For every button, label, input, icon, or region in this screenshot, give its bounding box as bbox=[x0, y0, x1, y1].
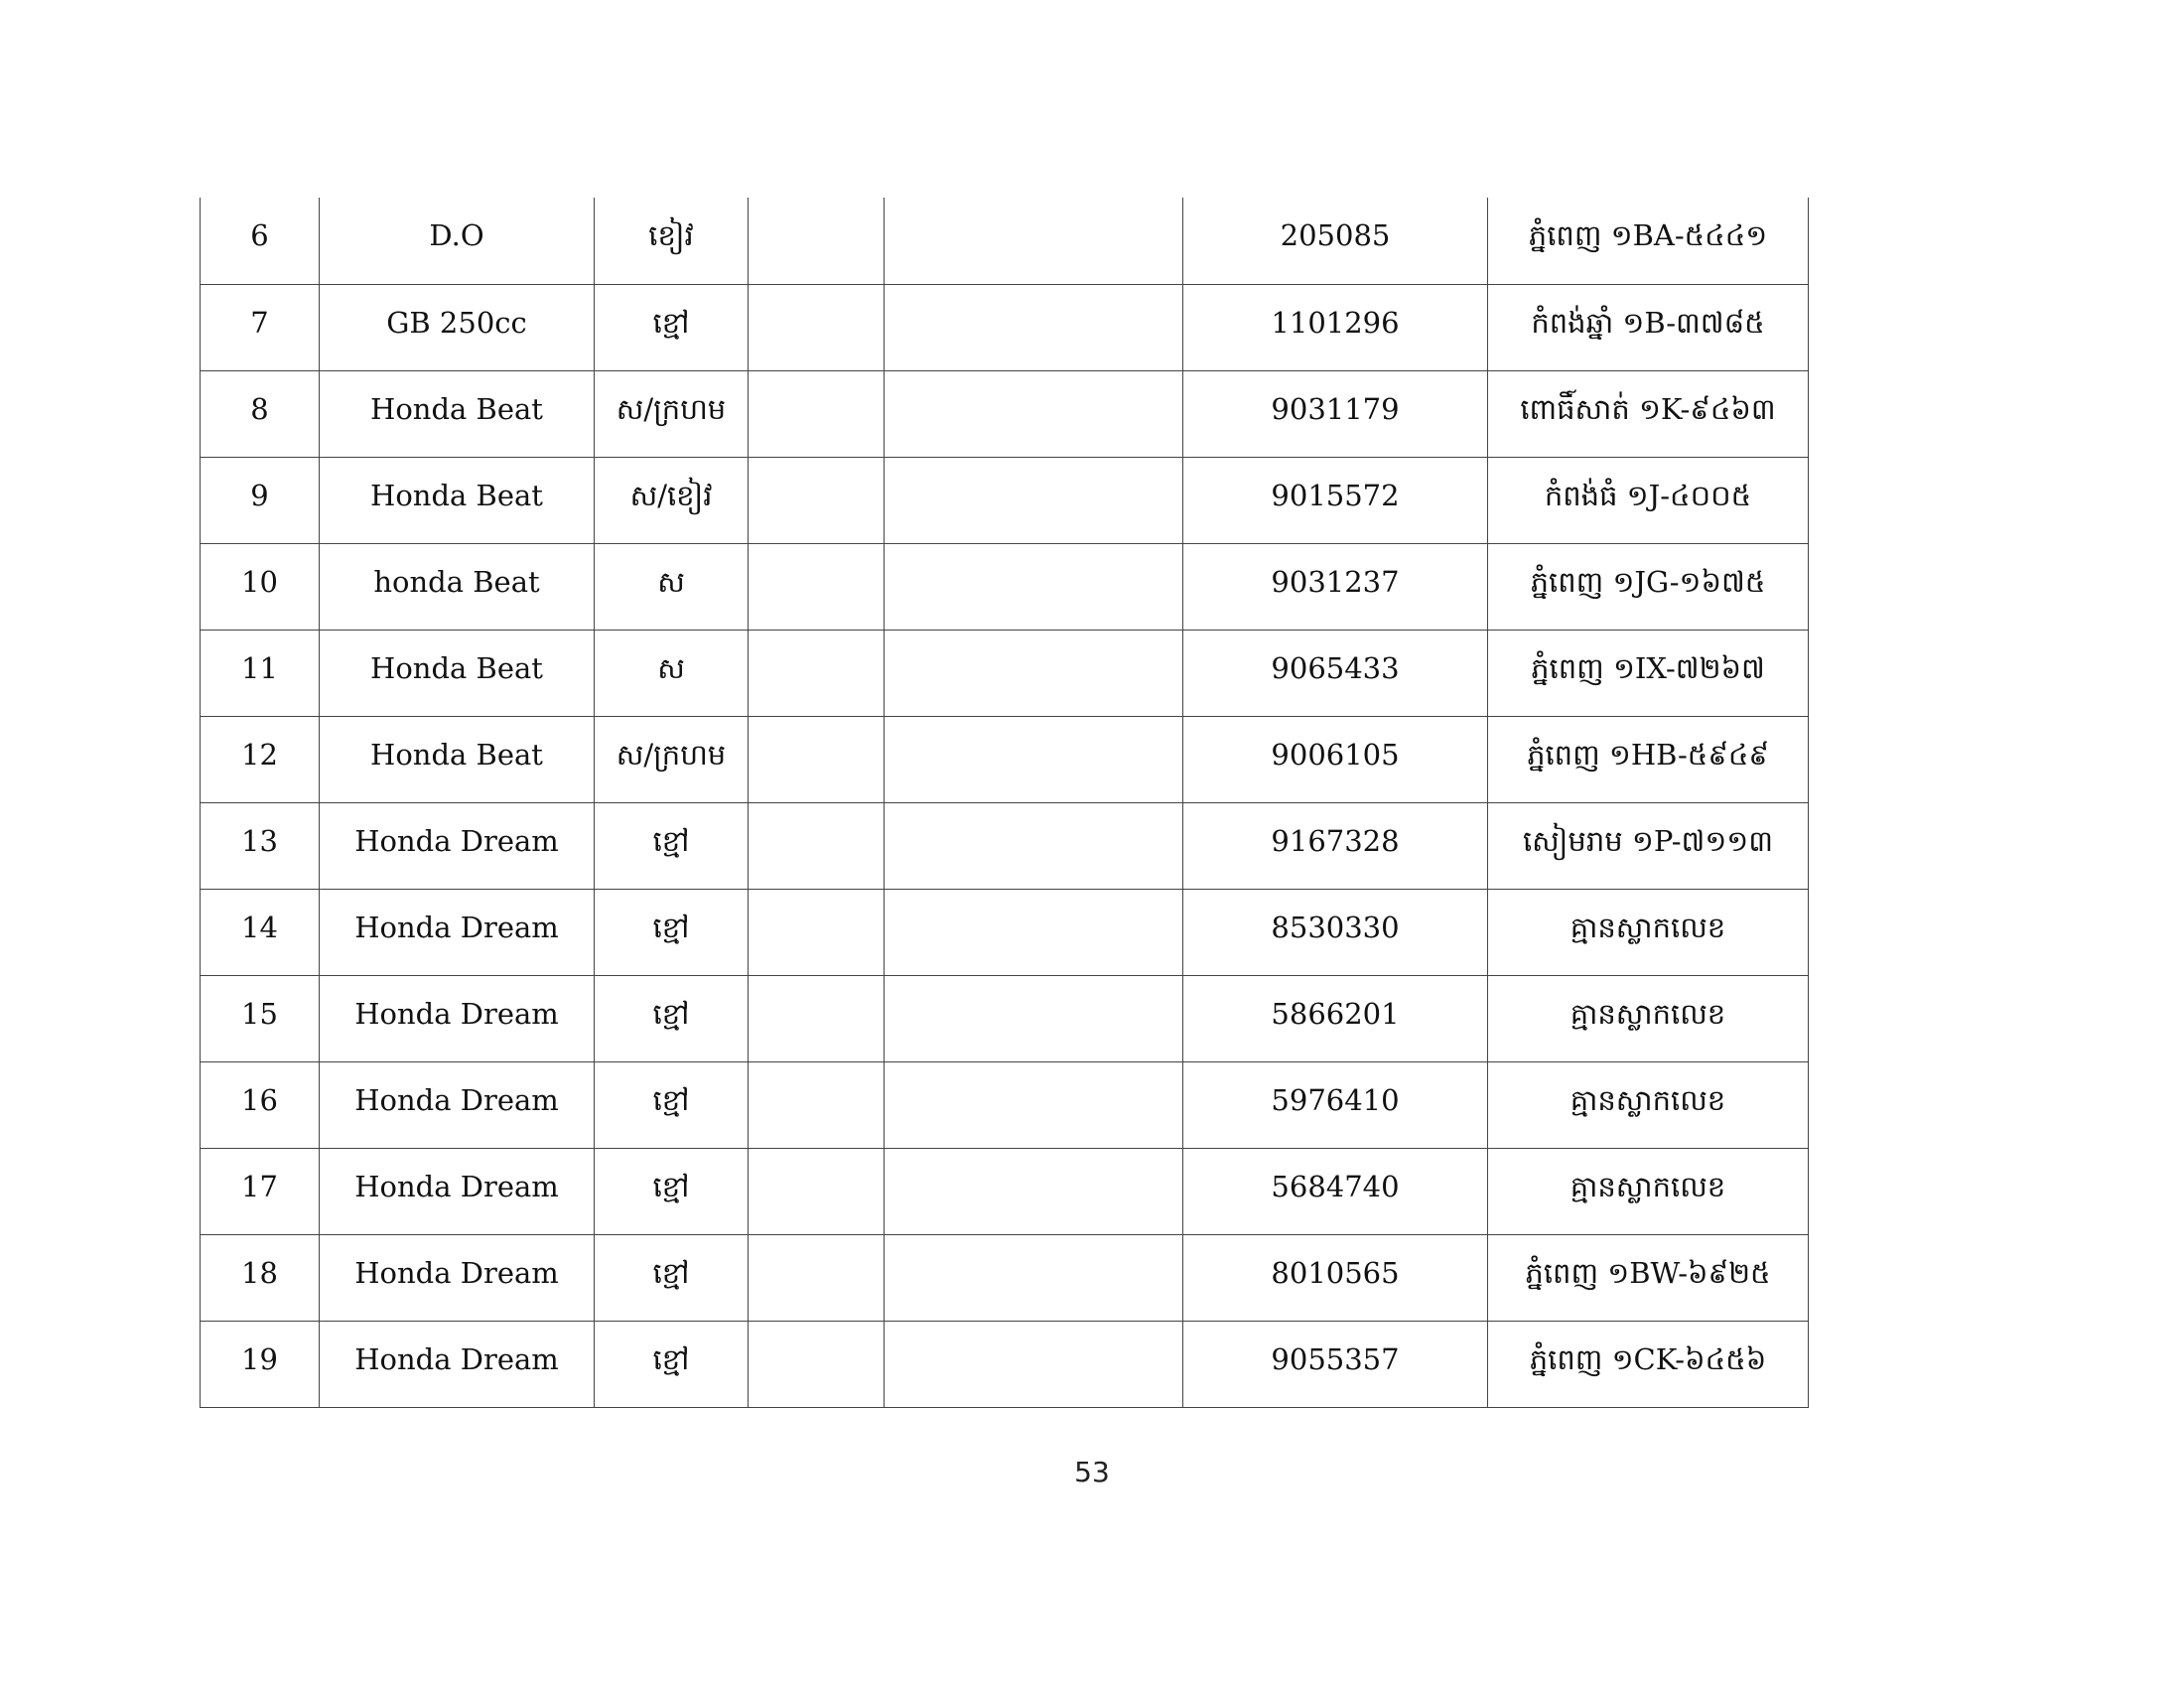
table-row bbox=[201, 1061, 1809, 1148]
plate-cell: ភ្នំពេញ ១BA-៥៤៤១ bbox=[1488, 198, 1809, 284]
number-cell: 9006105 bbox=[1183, 716, 1488, 802]
model-cell: Honda Dream bbox=[320, 1234, 595, 1321]
empty-cell-5 bbox=[885, 630, 1183, 716]
number-cell: 9065433 bbox=[1183, 630, 1488, 716]
row-number-cell: 9 bbox=[201, 457, 320, 543]
row-number-cell: 17 bbox=[201, 1148, 320, 1234]
number-cell: 8530330 bbox=[1183, 889, 1488, 975]
model-cell: Honda Dream bbox=[320, 1321, 595, 1407]
empty-cell-5 bbox=[885, 1148, 1183, 1234]
color-cell: ស/ក្រហម bbox=[595, 716, 749, 802]
empty-cell-5 bbox=[885, 716, 1183, 802]
number-cell: 8010565 bbox=[1183, 1234, 1488, 1321]
row-number-cell: 13 bbox=[201, 802, 320, 889]
table-row bbox=[201, 284, 1809, 370]
color-cell: ខ្មៅ bbox=[595, 802, 749, 889]
empty-cell-4 bbox=[749, 198, 885, 284]
plate-cell: កំពង់ធំ ១J-៤០០៥ bbox=[1488, 457, 1809, 543]
empty-cell-4 bbox=[749, 543, 885, 630]
table-row bbox=[201, 457, 1809, 543]
empty-cell-5 bbox=[885, 198, 1183, 284]
number-cell: 5866201 bbox=[1183, 975, 1488, 1061]
model-cell: GB 250cc bbox=[320, 284, 595, 370]
color-cell: ខ្មៅ bbox=[595, 1061, 749, 1148]
table-row bbox=[201, 370, 1809, 457]
model-cell: Honda Beat bbox=[320, 370, 595, 457]
color-cell: ស bbox=[595, 543, 749, 630]
row-number-cell: 18 bbox=[201, 1234, 320, 1321]
empty-cell-4 bbox=[749, 802, 885, 889]
empty-cell-5 bbox=[885, 1234, 1183, 1321]
model-cell: Honda Beat bbox=[320, 457, 595, 543]
model-cell: Honda Dream bbox=[320, 889, 595, 975]
color-cell: ខៀវ bbox=[595, 198, 749, 284]
number-cell: 5684740 bbox=[1183, 1148, 1488, 1234]
number-cell: 205085 bbox=[1183, 198, 1488, 284]
row-number-cell: 14 bbox=[201, 889, 320, 975]
model-cell: honda Beat bbox=[320, 543, 595, 630]
table-row bbox=[201, 889, 1809, 975]
empty-cell-4 bbox=[749, 370, 885, 457]
color-cell: ខ្មៅ bbox=[595, 889, 749, 975]
table-body bbox=[201, 198, 1809, 1407]
plate-cell: ភ្នំពេញ ១JG-១៦៧៥ bbox=[1488, 543, 1809, 630]
number-cell: 5976410 bbox=[1183, 1061, 1488, 1148]
page-number: 53 bbox=[1074, 1456, 1110, 1488]
plate-cell: គ្មានស្លាកលេខ bbox=[1488, 1061, 1809, 1148]
table-row bbox=[201, 543, 1809, 630]
empty-cell-4 bbox=[749, 1234, 885, 1321]
empty-cell-4 bbox=[749, 889, 885, 975]
table-row bbox=[201, 1234, 1809, 1321]
color-cell: ខ្មៅ bbox=[595, 975, 749, 1061]
color-cell: ស/ក្រហម bbox=[595, 370, 749, 457]
color-cell: ស/ខៀវ bbox=[595, 457, 749, 543]
row-number-cell: 10 bbox=[201, 543, 320, 630]
page-content bbox=[200, 198, 1809, 1408]
row-number-cell: 11 bbox=[201, 630, 320, 716]
number-cell: 9031179 bbox=[1183, 370, 1488, 457]
row-number-cell: 12 bbox=[201, 716, 320, 802]
plate-cell: ភ្នំពេញ ១HB-៥៩៤៩ bbox=[1488, 716, 1809, 802]
plate-cell: កំពង់ឆ្នាំ ១B-៣៧៨៥ bbox=[1488, 284, 1809, 370]
table-row bbox=[201, 1321, 1809, 1407]
row-number-cell: 8 bbox=[201, 370, 320, 457]
number-cell: 1101296 bbox=[1183, 284, 1488, 370]
empty-cell-5 bbox=[885, 889, 1183, 975]
empty-cell-4 bbox=[749, 630, 885, 716]
number-cell: 9055357 bbox=[1183, 1321, 1488, 1407]
empty-cell-5 bbox=[885, 457, 1183, 543]
empty-cell-4 bbox=[749, 716, 885, 802]
empty-cell-5 bbox=[885, 1061, 1183, 1148]
table-row bbox=[201, 1148, 1809, 1234]
table-row bbox=[201, 198, 1809, 284]
table-row bbox=[201, 975, 1809, 1061]
color-cell: ខ្មៅ bbox=[595, 1148, 749, 1234]
row-number-cell: 15 bbox=[201, 975, 320, 1061]
row-number-cell: 7 bbox=[201, 284, 320, 370]
plate-cell: គ្មានស្លាកលេខ bbox=[1488, 889, 1809, 975]
empty-cell-4 bbox=[749, 284, 885, 370]
empty-cell-4 bbox=[749, 1148, 885, 1234]
model-cell: Honda Dream bbox=[320, 975, 595, 1061]
empty-cell-4 bbox=[749, 1061, 885, 1148]
empty-cell-4 bbox=[749, 975, 885, 1061]
empty-cell-4 bbox=[749, 1321, 885, 1407]
empty-cell-5 bbox=[885, 543, 1183, 630]
model-cell: D.O bbox=[320, 198, 595, 284]
model-cell: Honda Beat bbox=[320, 630, 595, 716]
empty-cell-5 bbox=[885, 1321, 1183, 1407]
color-cell: ខ្មៅ bbox=[595, 1321, 749, 1407]
row-number-cell: 19 bbox=[201, 1321, 320, 1407]
empty-cell-5 bbox=[885, 975, 1183, 1061]
plate-cell: សៀមរាម ១P-៧១១៣ bbox=[1488, 802, 1809, 889]
plate-cell: ភ្នំពេញ ១IX-៧២៦៧ bbox=[1488, 630, 1809, 716]
model-cell: Honda Dream bbox=[320, 1148, 595, 1234]
vehicle-table bbox=[200, 198, 1809, 1408]
plate-cell: ភ្នំពេញ ១BW-៦៩២៥ bbox=[1488, 1234, 1809, 1321]
plate-cell: ភ្នំពេញ ១CK-៦៤៥៦ bbox=[1488, 1321, 1809, 1407]
table-row bbox=[201, 716, 1809, 802]
model-cell: Honda Dream bbox=[320, 802, 595, 889]
row-number-cell: 6 bbox=[201, 198, 320, 284]
model-cell: Honda Beat bbox=[320, 716, 595, 802]
plate-cell: ពោធិ៍សាត់ ១K-៩៤៦៣ bbox=[1488, 370, 1809, 457]
color-cell: ខ្មៅ bbox=[595, 1234, 749, 1321]
empty-cell-5 bbox=[885, 284, 1183, 370]
table-row bbox=[201, 630, 1809, 716]
empty-cell-5 bbox=[885, 370, 1183, 457]
model-cell: Honda Dream bbox=[320, 1061, 595, 1148]
plate-cell: គ្មានស្លាកលេខ bbox=[1488, 1148, 1809, 1234]
color-cell: ខ្មៅ bbox=[595, 284, 749, 370]
number-cell: 9015572 bbox=[1183, 457, 1488, 543]
number-cell: 9031237 bbox=[1183, 543, 1488, 630]
number-cell: 9167328 bbox=[1183, 802, 1488, 889]
plate-cell: គ្មានស្លាកលេខ bbox=[1488, 975, 1809, 1061]
empty-cell-4 bbox=[749, 457, 885, 543]
row-number-cell: 16 bbox=[201, 1061, 320, 1148]
color-cell: ស bbox=[595, 630, 749, 716]
empty-cell-5 bbox=[885, 802, 1183, 889]
table-row bbox=[201, 802, 1809, 889]
